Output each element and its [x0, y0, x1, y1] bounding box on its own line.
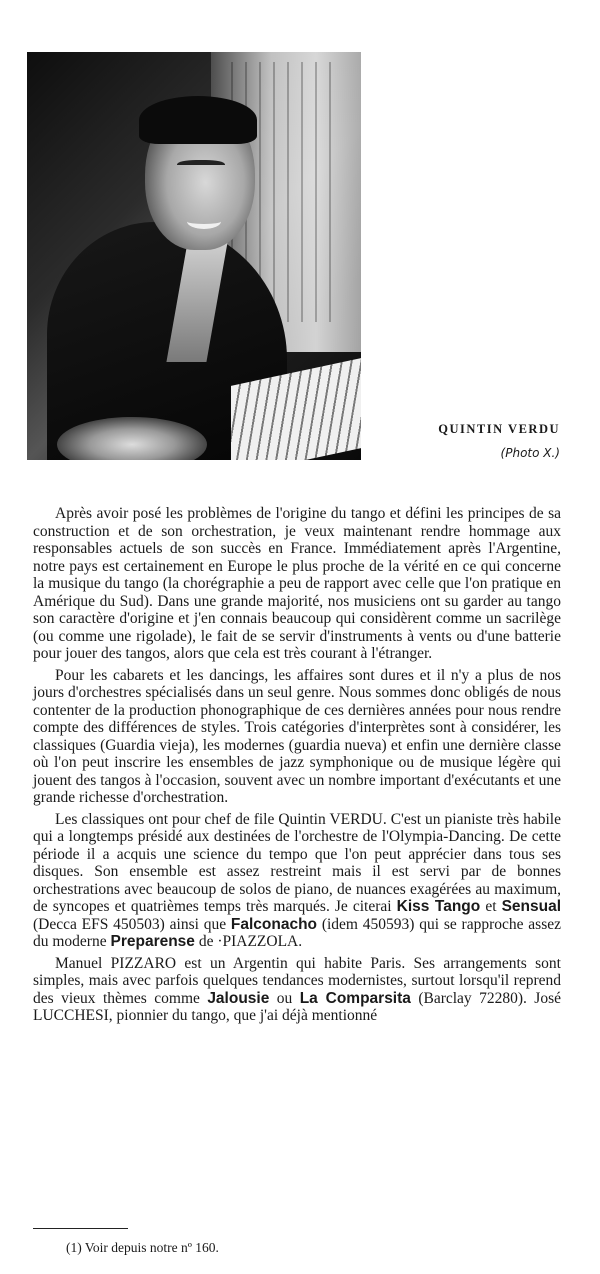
record-title-kiss-tango: Kiss Tango: [396, 898, 481, 915]
paragraph-3-text-c: et: [480, 898, 502, 915]
paragraph-3-text-d: (Decca EFS 450503) ainsi que: [33, 915, 231, 933]
record-title-sensual: Sensual: [501, 898, 562, 915]
footnote-divider: [33, 1228, 128, 1229]
article-body: [33, 505, 561, 1029]
paragraph-3: [33, 811, 561, 951]
paragraph-1: Après avoir posé les problèmes de l'origine du tango et défini les principes de sa construction et de son orchestration, je veux maintenant rendre hommage aux responsables actuels de son succès en France. Immédiatement après l'Argentine, notre pays est certainement en Europe le plus proche de la vérité en ce qui concerne la musique du tango (la chorégraphie a peu de rapport avec celle que l'on pratique en Amérique du Sud). Dans une grande majorité, nos musiciens ont su garder au tango son caractère d'origine et j'en connais beaucoup qui considèrent comme un sacrilège (ou comme une rigolade), le fait de se servir d'instruments à vents ou d'une batterie pour jouer des tangos, alors que cela est très courant à l'étranger.: [33, 505, 561, 662]
record-title-la-comparsita: La Comparsita: [299, 989, 411, 1007]
record-title-jalousie: Jalousie: [207, 989, 270, 1007]
record-title-preparense: Preparense: [110, 933, 195, 950]
paragraph-2: Pour les cabarets et les dancings, les affaires sont dures et il n'y a plus de nos jours d'orchestres spécialisés dans un seul genre. Nous sommes donc obligés de nous contenter de la production phonographique de ces dernières années pour nous rendre compte des différences de styles. Trois catégories d'interprètes sont à considérer, les classiques (Guardia vieja), les modernes (guardia nueva) et enfin une dernière classe où l'on peut inscrire les ensembles de jazz symphonique ou de musique légère qui jouent des tangos à l'occasion, souvent avec un nombre important d'exécutants et une grande richesse d'orchestration.: [33, 666, 561, 806]
paragraph-4-text-c: ou: [269, 989, 300, 1007]
figure-hair: [139, 96, 257, 144]
footnote: (1) Voir depuis notre nº 160.: [66, 1240, 219, 1255]
record-title-falconacho: Falconacho: [230, 915, 318, 933]
figure-smile: [187, 214, 221, 229]
photo-caption-name: QUINTIN VERDU: [438, 422, 560, 436]
paragraph-4: [33, 955, 561, 1025]
paragraph-4-text-d: (Barclay 72280). José LUCCHESI, pionnier du tango, que j'ai déjà mentionné: [33, 989, 562, 1024]
paragraph-3-text-e: (idem 450593) qui se rapproche assez du moderne: [33, 915, 562, 950]
paragraph-3-text-f: de ·PIAZZOLA.: [194, 933, 303, 950]
figure-eyes: [177, 160, 225, 171]
paragraph-4-text-a: Manuel PIZZARO est un Argentin qui habite Paris. Ses arrangements sont simples, mais avec parfois quelques tendances modernistes, surtout lorsqu'il reprend des vieux thèmes comme: [33, 954, 561, 1007]
portrait-photo: [27, 52, 361, 460]
paragraph-3-text-a: Les classiques ont pour chef de file Quintin VERDU. C'est un pianiste très habile qui a longtemps présidé aux destinées de l'orchestre de l'Olympia-Dancing. De cette période il a acquis une science du tempo que l'on peut apprécier dans tous ses disques. Son ensemble est assez restreint mais il est servi par de bonnes orchestrations avec beaucoup de solos de piano, de nuances exagérées au maximum, de syncopes et quatrièmes temps très marqués. Je citerai: [33, 810, 561, 915]
photo-caption-credit: (Photo X.): [500, 446, 560, 460]
